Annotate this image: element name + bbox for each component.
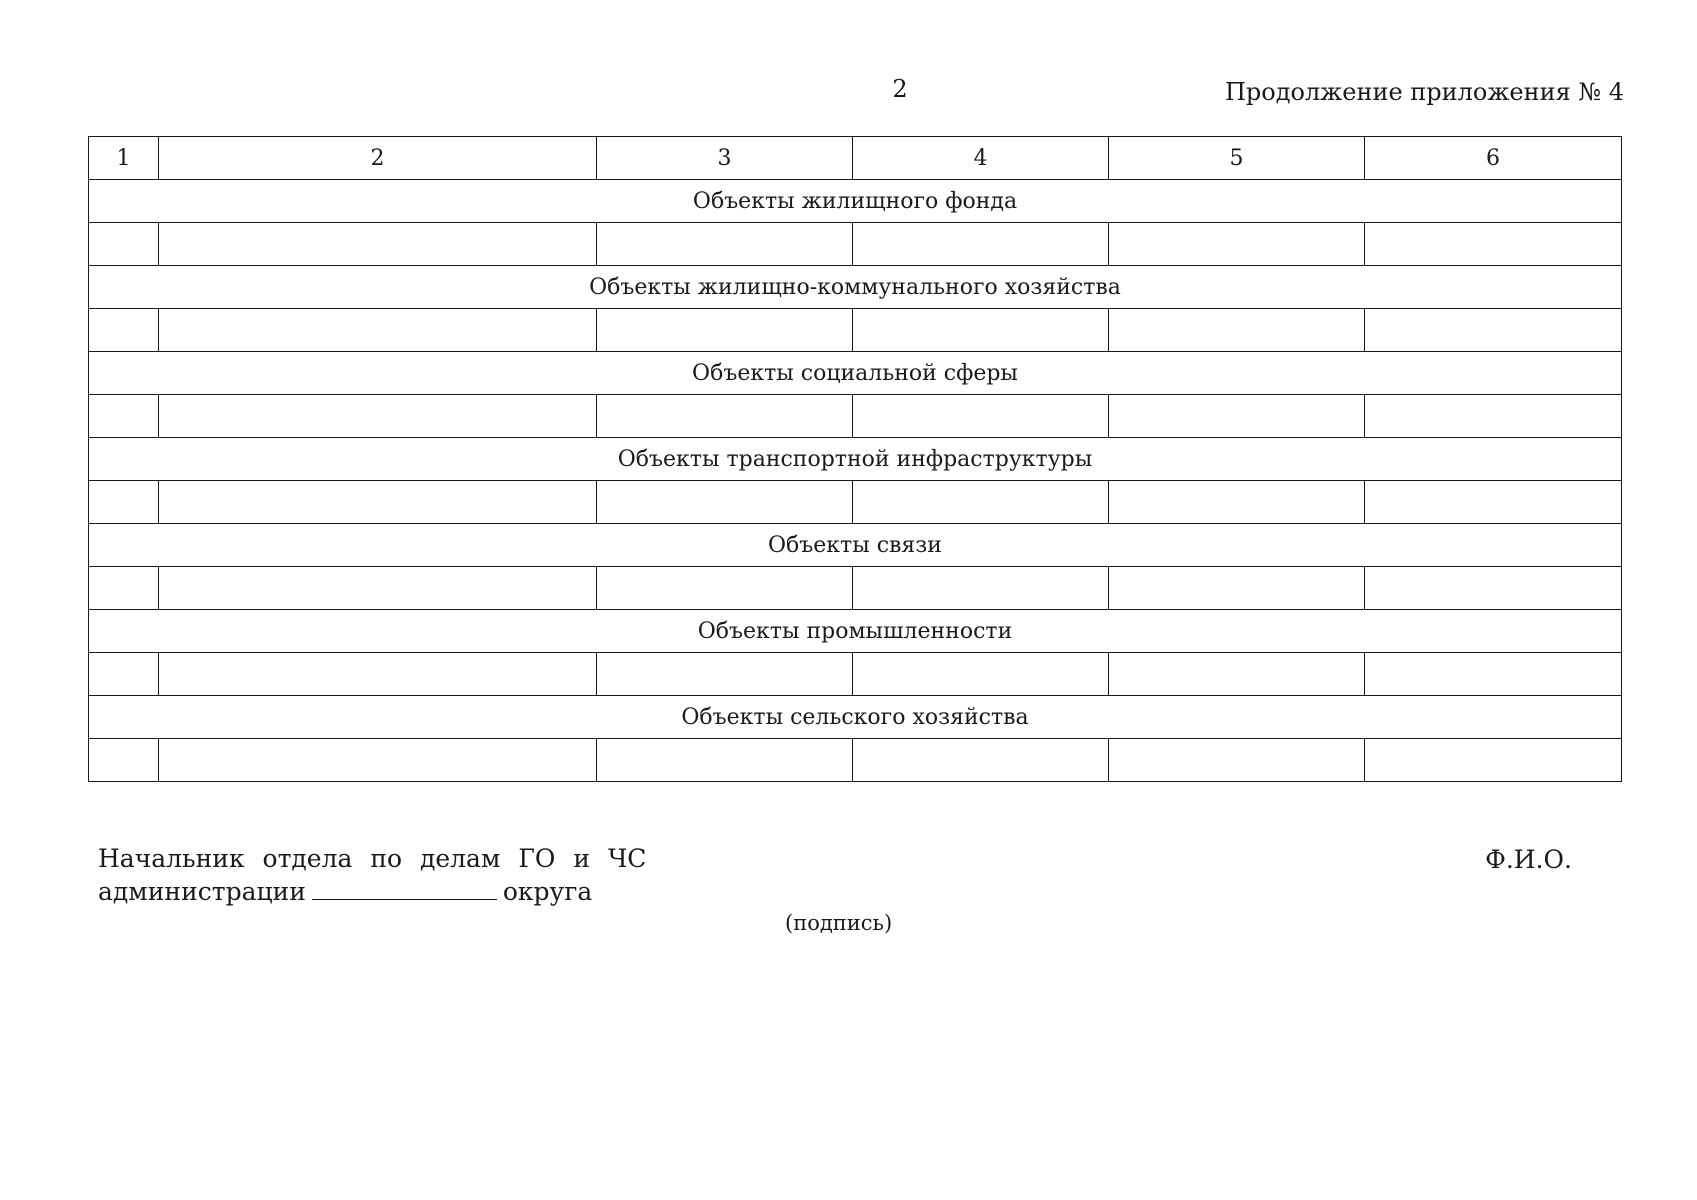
column-number: 1 [89,137,159,180]
table-cell [159,395,597,438]
table-cell [89,653,159,696]
table-cell [597,567,853,610]
section-heading: Объекты жилищно-коммунального хозяйства [89,266,1622,309]
table-cell [1109,481,1365,524]
table-cell [1365,653,1622,696]
column-number: 4 [853,137,1109,180]
section-row [89,524,1622,567]
table-cell [597,309,853,352]
section-heading: Объекты транспортной инфраструктуры [89,438,1622,481]
section-heading: Объекты сельского хозяйства [89,696,1622,739]
column-number: 3 [597,137,853,180]
section-heading: Объекты связи [89,524,1622,567]
organization-suffix: округа [502,877,593,906]
table-row [89,481,1622,524]
table-cell [1365,739,1622,782]
objects-table [88,136,1622,782]
table-cell [159,653,597,696]
column-number: 2 [159,137,597,180]
table-cell [159,309,597,352]
table-cell [1365,395,1622,438]
column-number: 6 [1365,137,1622,180]
section-heading: Объекты промышленности [89,610,1622,653]
table-cell [853,309,1109,352]
table-cell [89,567,159,610]
table-row [89,223,1622,266]
blank-underline [312,877,497,900]
signature-block [98,842,646,908]
section-row [89,438,1622,481]
table-row [89,309,1622,352]
table-cell [597,395,853,438]
section-row [89,610,1622,653]
table-cell [853,481,1109,524]
section-row [89,180,1622,223]
section-row [89,352,1622,395]
table-cell [159,739,597,782]
table-cell [853,739,1109,782]
table-cell [1109,653,1365,696]
section-heading: Объекты жилищного фонда [89,180,1622,223]
table-cell [597,481,853,524]
table-cell [1365,309,1622,352]
table-cell [159,481,597,524]
table-cell [853,395,1109,438]
table-cell [853,223,1109,266]
table-cell [159,567,597,610]
signatory-title: Начальник отдела по делам ГО и ЧС [98,844,647,873]
section-row [89,696,1622,739]
table-cell [1109,567,1365,610]
table-cell [597,653,853,696]
table-cell [853,653,1109,696]
table-cell [1109,395,1365,438]
table-row [89,739,1622,782]
organization-prefix: администрации [98,877,306,906]
table-cell [1365,481,1622,524]
section-row [89,266,1622,309]
table-cell [159,223,597,266]
table-cell [89,739,159,782]
table-cell [1109,739,1365,782]
table-cell [1109,223,1365,266]
table-cell [1109,309,1365,352]
table-cell [597,223,853,266]
signature-caption: (подпись) [785,911,893,935]
table-row [89,567,1622,610]
page-number: 2 [892,75,908,103]
table-cell [1365,567,1622,610]
column-number-row [89,137,1622,180]
signatory-name: Ф.И.О. [1485,845,1572,874]
continuation-note: Продолжение приложения № 4 [1224,78,1624,106]
table-row [89,653,1622,696]
section-heading: Объекты социальной сферы [89,352,1622,395]
table-cell [89,481,159,524]
table-cell [89,395,159,438]
table-cell [89,223,159,266]
table-row [89,395,1622,438]
table-cell [597,739,853,782]
column-number: 5 [1109,137,1365,180]
table-cell [1365,223,1622,266]
signatory-organization [98,875,646,908]
table-cell [89,309,159,352]
table-cell [853,567,1109,610]
